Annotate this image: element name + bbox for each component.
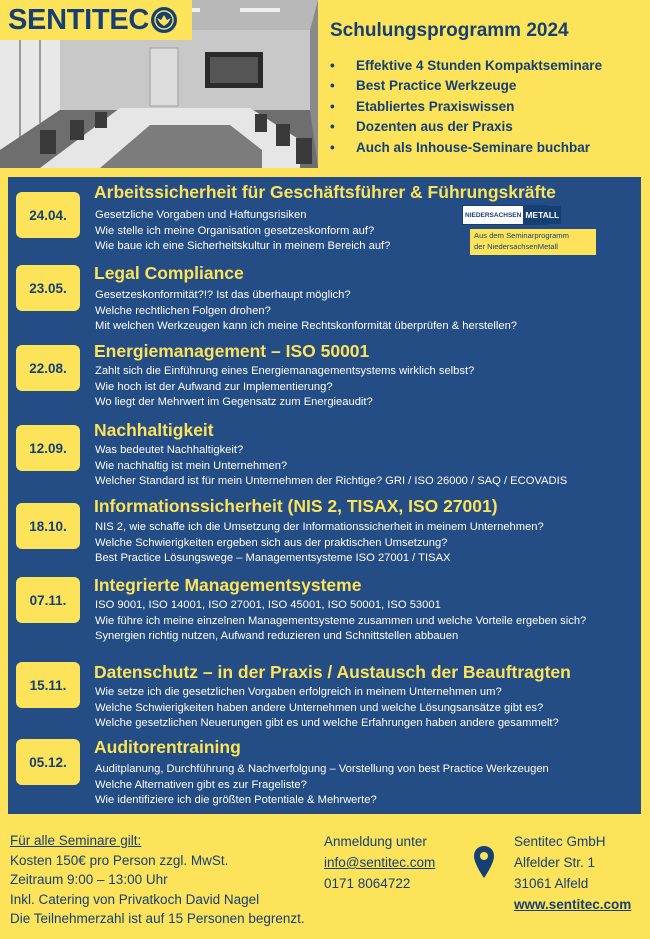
- seminar-description: [95, 762, 549, 809]
- description-line: Synergien richtig nutzen, Aufwand reduzieren und Schnittstellen abbauen: [95, 630, 459, 643]
- sentitec-logo: [0, 0, 192, 40]
- conditions-line: Zeitraum 9:00 – 13:00 Uhr: [10, 872, 168, 887]
- description-line: Welche rechtlichen Folgen drohen?: [95, 304, 271, 317]
- seminar-description: [95, 443, 567, 490]
- logo-part-right: METALL: [523, 206, 561, 224]
- description-line: Wie setze ich die gesetzlichen Vorgaben erfolgreich in meinem Unternehmen um?: [95, 686, 502, 698]
- company-address: [514, 831, 631, 915]
- location-pin-icon: [473, 845, 495, 879]
- seminar-title: Datenschutz – in der Praxis / Austausch der Beauftragten: [94, 662, 571, 682]
- registration-label: Anmeldung unter: [324, 834, 427, 849]
- description-line: Zahlt sich die Einführung eines Energiemanagementsystems wirklich selbst?: [95, 365, 475, 377]
- seminar-title: Energiemanagement – ISO 50001: [94, 341, 370, 361]
- description-line: Welcher Standard ist für mein Unternehmen der Richtige? GRI / ISO 26000 / SAQ / ECOVADIS: [95, 475, 568, 488]
- description-line: Welche Alternativen gibt es zur Frageliste?: [95, 778, 307, 791]
- seminar-title: Integrierte Managementsysteme: [94, 575, 362, 595]
- seminar-description: [95, 685, 559, 732]
- description-line: Welche Schwierigkeiten ergeben sich aus der praktischen Umsetzung?: [95, 536, 448, 549]
- street-address: Alfelder Str. 1: [514, 855, 596, 870]
- program-note: [470, 229, 596, 255]
- email-link[interactable]: info@sentitec.com: [324, 855, 436, 870]
- seminar-title: Legal Compliance: [94, 263, 244, 283]
- conditions-line: Inkl. Catering von Privatkoch David Nagel: [10, 891, 260, 907]
- feature-item: • Effektive 4 Stunden Kompaktseminare: [330, 58, 603, 73]
- description-line: Mit welchen Werkzeugen kann ich meine Rechtskonformität überprüfen & herstellen?: [95, 320, 518, 333]
- seminar-title: Arbeitssicherheit für Geschäftsführer & Führungskräfte: [94, 182, 556, 202]
- description-line: ISO 9001, ISO 14001, ISO 27001, ISO 45001, ISO 50001, ISO 53001: [95, 599, 441, 611]
- seminar-description: [95, 208, 390, 255]
- date-badge: 12.09.: [16, 425, 80, 471]
- description-line: Wie baue ich eine Sicherheitskultur in meinem Bereich auf?: [95, 240, 391, 253]
- description-line: Welche Schwierigkeiten haben andere Unternehmen und welche Lösungsansätze gibt es?: [95, 701, 544, 714]
- description-line: NIS 2, wie schaffe ich die Umsetzung der Informationssicherheit in meinem Unternehmen?: [95, 521, 544, 533]
- date-badge: 05.12.: [16, 739, 80, 785]
- seminar-title: Nachhaltigkeit: [94, 420, 214, 440]
- page-title: Schulungsprogramm 2024: [330, 20, 569, 41]
- general-conditions: [10, 831, 305, 929]
- date-badge: 22.08.: [16, 345, 80, 391]
- logo-text: SENTITEC: [8, 3, 149, 36]
- eagle-emblem-icon: [151, 7, 177, 33]
- description-line: Gesetzliche Vorgaben und Haftungsrisiken: [95, 209, 307, 221]
- conditions-line: Kosten 150€ pro Person zzgl. MwSt.: [10, 852, 229, 868]
- seminar-list: [8, 177, 641, 814]
- date-badge: 18.10.: [16, 503, 80, 549]
- conditions-line: Die Teilnehmerzahl ist auf 15 Personen begrenzt.: [10, 911, 305, 926]
- description-line: Wie nachhaltig ist mein Unternehmen?: [95, 459, 288, 472]
- logo-part-left: NIEDERSACHSEN: [463, 206, 523, 224]
- city-address: 31061 Alfeld: [514, 876, 589, 891]
- description-line: Best Practice Lösungswege – Managementsysteme ISO 27001 / TISAX: [95, 552, 451, 565]
- date-badge: 15.11.: [16, 662, 80, 708]
- seminar-description: [95, 520, 544, 567]
- seminar-description: [95, 288, 517, 335]
- seminar-description: [95, 364, 474, 411]
- seminar-title: Auditorentraining: [94, 737, 241, 757]
- phone-number: 0171 8064722: [324, 876, 411, 891]
- date-badge: 07.11.: [16, 577, 80, 623]
- feature-item: • Auch als Inhouse-Seminare buchbar: [330, 139, 591, 155]
- feature-item: • Best Practice Werkzeuge: [330, 78, 517, 94]
- description-line: Wie identifiziere ich die größten Potentiale & Mehrwerte?: [95, 794, 377, 807]
- description-line: Wie stelle ich meine Organisation gesetzeskonform auf?: [95, 224, 375, 237]
- company-name: Sentitec GmbH: [514, 834, 606, 849]
- description-line: Wie führe ich meine einzelnen Managementsysteme zusammen und welche Vorteile ergeben sich?: [95, 614, 587, 627]
- conditions-heading: Für alle Seminare gilt:: [10, 833, 142, 848]
- description-line: Wo liegt der Mehrwert im Gegensatz zum Energieaudit?: [95, 396, 373, 409]
- description-line: Welche gesetzlichen Neuerungen gibt es und welche Erfahrungen haben andere gesammelt?: [95, 717, 559, 730]
- date-badge: 24.04.: [16, 192, 80, 238]
- feature-item: • Dozenten aus der Praxis: [330, 119, 513, 135]
- header: [0, 0, 650, 172]
- registration-info: [324, 831, 435, 894]
- seminar-description: [95, 598, 586, 645]
- note-line: Aus dem Seminarprogramm: [474, 231, 569, 240]
- description-line: Was bedeutet Nachhaltigkeit?: [95, 444, 244, 456]
- seminar-title: Informationssicherheit (NIS 2, TISAX, ISO 27001): [94, 496, 498, 516]
- description-line: Auditplanung, Durchführung & Nachverfolgung – Vorstellung von best Practice Werkzeugen: [95, 763, 549, 775]
- feature-item: • Etabliertes Praxiswissen: [330, 98, 515, 114]
- website-link[interactable]: www.sentitec.com: [514, 897, 632, 912]
- note-line: der NiedersachsenMetall: [474, 242, 558, 251]
- description-line: Gesetzeskonformität?!? Ist das überhaupt möglich?: [95, 289, 351, 301]
- description-line: Wie hoch ist der Aufwand zur Implementierung?: [95, 380, 333, 393]
- niedersachsenmetall-logo: [462, 205, 560, 225]
- feature-list: [330, 56, 602, 158]
- date-badge: 23.05.: [16, 265, 80, 311]
- footer: [0, 817, 650, 939]
